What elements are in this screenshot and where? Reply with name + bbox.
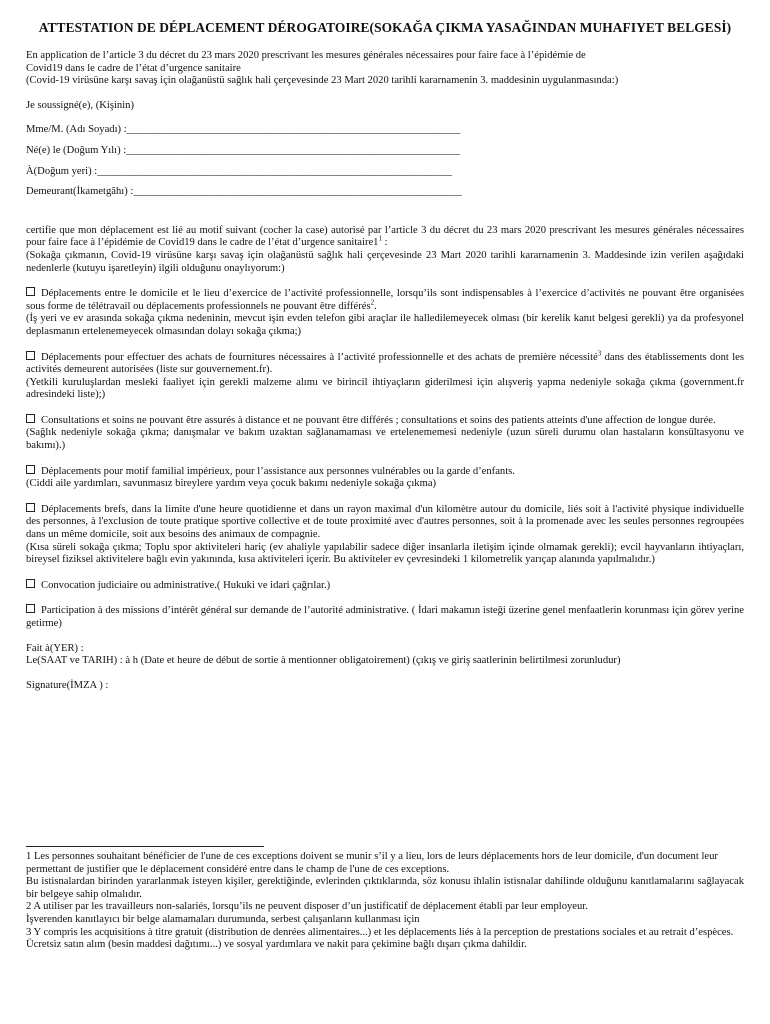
certifie-fr [26,225,744,250]
option-3-fr [26,414,744,428]
field-birthdate-label: Né(e) le (Doğum Yılı) : [26,144,127,156]
footnote-divider [26,846,264,847]
footnote-2-fr: 2 A utiliser par les travailleurs non-salariés, lorsqu’ils ne peuvent disposer d’un justificatif de déplacement établi par leur employeur. [26,901,588,913]
field-birthplace-label: À(Doğum yeri) : [26,165,98,177]
option-5 [26,503,744,567]
option-6-checkbox[interactable] [26,579,35,588]
field-name-label: Mme/M. (Adı Soyadı) : [26,124,127,136]
option-4-tr: (Ciddi aile yardımları, savunmasız bireylere yardım veya çocuk bakımı nedeniyle sokağa çıkma) [26,478,437,490]
document-title: ATTESTATION DE DÉPLACEMENT DÉROGATOIRE(SOKAĞA ÇIKMA YASAĞINDAN MUHAFIYET BELGESİ) [38,20,732,35]
fait-line[interactable]: Fait à(YER) : [26,642,84,654]
certifie-block [26,225,744,275]
option-6-fr-text: Convocation judiciaire ou administrative.( Hukuki ve idari çağrılar.) [41,579,331,591]
option-3-fr-text: Consultations et soins ne pouvant être assurés à distance et ne pouvant être différés ; consultations et soins des patients atteints d'une affection de longue durée. [41,414,716,426]
option-4 [26,465,744,491]
option-2-sup: 3 [597,348,602,357]
le-line[interactable]: Le(SAAT ve TARIH) : à h (Date et heure de début de sortie à mentionner obligatoirement) (çıkış ve giriş saatlerinin belirtilmesi zorunludur) [26,655,621,667]
option-7-fr [26,604,744,630]
footnote-1-tr: Bu istisnalardan birinden yararlanmak isteyen kişiler, gerektiğinde, evlerinden çıktıklarında, söz konusu ihlalin istisnalar dahilinde olduğunu kanıtlamalarını sağlayacak bir belgeye sahip olmalıdır. [26,876,744,900]
footnote-1-fr: 1 Les personnes souhaitant bénéficier de l'une de ces exceptions doivent se munir s’il y a lieu, lors de leurs déplacements hors de leur domicile, d'un document leur permettant de justifier que le déplacement considéré entre dans le champ de l'une de ces exceptions. [26,851,718,875]
option-7 [26,604,744,630]
option-1-fr [26,287,744,313]
field-birthdate-blank[interactable]: _______________________________________________________________ [126,144,460,156]
field-address-blank[interactable]: ______________________________________________________________ [133,186,462,198]
soussigne-line: Je soussigné(e), (Kişinin) [26,99,134,111]
identity-fields [26,124,744,198]
option-5-tr: (Kısa süreli sokağa çıkma; Toplu spor aktiviteleri hariç (ev ahaliyle yapılabilir sadece diğer insanlarla iletişim içinde olmamak gerekli); evcil hayvanların ihtiyaçları, bireysel fiziksel aktivitelere bağlı evin yakınında, kısa aktiviteleri içerir. Bu aktiviteler ev çevresindeki 1 kilometrelik yarıçap alanında yapılmalıdır.) [26,541,744,566]
option-1-checkbox[interactable] [26,287,35,296]
option-4-fr-text: Déplacements pour motif familial impérieux, pour l’assistance aux personnes vulnérables ou la garde d’enfants. [41,465,515,477]
option-2-fr [26,348,745,377]
footnotes [26,846,744,952]
certifie-tr: (Sokağa çıkmanın, Covid-19 virüsüne karşı savaş için olağanüstü sağlık hali çerçevesinde 23 Mart 2020 tarihli kararnamenin 3. Maddesinde izin verilen aşağıdaki nedenlerle (kutuyu işaretleyin) ilgili olduğunu onaylıyorum:) [26,249,744,274]
signature-line[interactable]: Signature(İMZA ) : [26,679,109,691]
option-7-fr-text: Participation à des missions d’intérêt général sur demande de l’autorité administrative. ( İdari makamın isteği üzerine genel menfaatlerin korunması için görev yerine getirme) [26,605,744,629]
option-1-sup: 2 [370,298,375,307]
option-1-fr-text: Déplacements entre le domicile et le lieu d’exercice de l’activité professionnelle, lorsqu’ils sont indispensables à l’exercice d’activités ne pouvant être organisées sous forme de télétravail ou déplacements professionnels ne pouvant être différés [26,288,744,312]
option-3 [26,414,744,453]
field-birthplace[interactable] [26,166,744,179]
certifie-fr-end: : [381,237,388,249]
option-2-tr: (Yetkili kuruluşlardan mesleki faaliyet için gerekli malzeme alımı ve birincil ihtiyaçların giderilmesi için alışveriş yapma nedeniyle sokağa çıkma (government.fr adresindeki liste);) [26,376,744,401]
option-4-checkbox[interactable] [26,465,35,474]
option-3-tr: (Sağlık nedeniyle sokağa çıkma; danışmalar ve bakım uzaktan sağlanamaması ve ertelenememesi nedeniyle (uzun süreli durumu olan hastaların konsültasyonu ve bakımı).) [26,427,744,452]
footnote-3: 3 Y compris les acquisitions à titre gratuit (distribution de denrées alimentaires...) et les déplacements liés à la perception de prestations sociales et au retrait d’espèces. Ücretsiz satın alım (besin maddesi dağıtımı...) ve sosyal yardımlara ve nakit para çekimine bağlı dışarı çıkma dahildir. [26,926,734,951]
certifie-fr-sup: 1 [378,234,382,243]
field-address-label: Demeurant(İkametgâhı) : [26,186,134,198]
option-6-fr [26,579,744,593]
intro-fr-line2: Covid19 dans le cadre de l’état d’urgence sanitaire [26,62,241,74]
option-6 [26,579,744,593]
option-1-tr: (İş yeri ve ev arasında sokağa çıkma nedeninin, mevcut işin evden telefon gibi araçlar ile halledilemeyecek olması (bir kerelik kanıt belgesi gerekli) ya da profesyonel deplasmanın ertelenemeyecek olmasından dolayı sokağa çıkma;) [26,313,744,337]
intro-block [26,50,744,88]
option-2-checkbox[interactable] [26,351,35,360]
option-2 [26,348,745,402]
field-address[interactable] [26,186,744,199]
option-4-fr [26,465,744,479]
footnote-2-tr: İşverenden kanıtlayıcı bir belge alamamaları durumunda, serbest çalışanların kullanması için [26,913,420,925]
option-5-fr-text: Déplacements brefs, dans la limite d'une heure quotidienne et dans un rayon maximal d'un kilomètre autour du domicile, liés soit à l'activité physique individuelle des personnes, à l'exclusion de toute pratique sportive collective et de toute proximité avec d'autres personnes, soit à la promenade avec les seules personnes regroupées dans un même domicile, soit aux besoins des animaux de compagnie. [26,503,744,541]
document-body [26,20,744,692]
intro-tr: (Covid-19 virüsüne karşı savaş için olağanüstü sağlık hali çerçevesinde 23 Mart 2020 tarihli kararnamenin 3. maddesinin uygulanmasında:) [26,75,619,87]
certifie-fr-text: certifie que mon déplacement est lié au motif suivant (cocher la case) autorisé par l’article 3 du décret du 23 mars 2020 prescrivant les mesures générales nécessaires pour faire face à l’épidémie de Covid19 dans le cadre de l’état d’urgence sanitaire1 [26,224,744,249]
option-5-checkbox[interactable] [26,503,35,512]
option-2-fr-end: dans des établissements dont les activités demeurent autorisées (liste sur gouvernement.fr). [26,351,745,376]
option-2-fr-text: Déplacements pour effectuer des achats de fournitures nécessaires à l’activité professionnelle et des achats de première nécessité [41,351,598,363]
option-1-fr-end: . [374,300,377,312]
option-5-fr [26,503,744,542]
intro-fr-line1: En application de l’article 3 du décret du 23 mars 2020 prescrivant les mesures générales nécessaires pour faire face à l’épidémie de [26,50,586,61]
field-birthplace-blank[interactable]: ___________________________________________________________________ [97,165,453,177]
option-1 [26,287,744,338]
option-7-checkbox[interactable] [26,604,35,613]
field-name-blank[interactable]: _______________________________________________________________ [126,124,461,136]
option-3-checkbox[interactable] [26,414,35,423]
field-name[interactable] [26,124,744,137]
field-birthdate[interactable] [26,145,744,158]
